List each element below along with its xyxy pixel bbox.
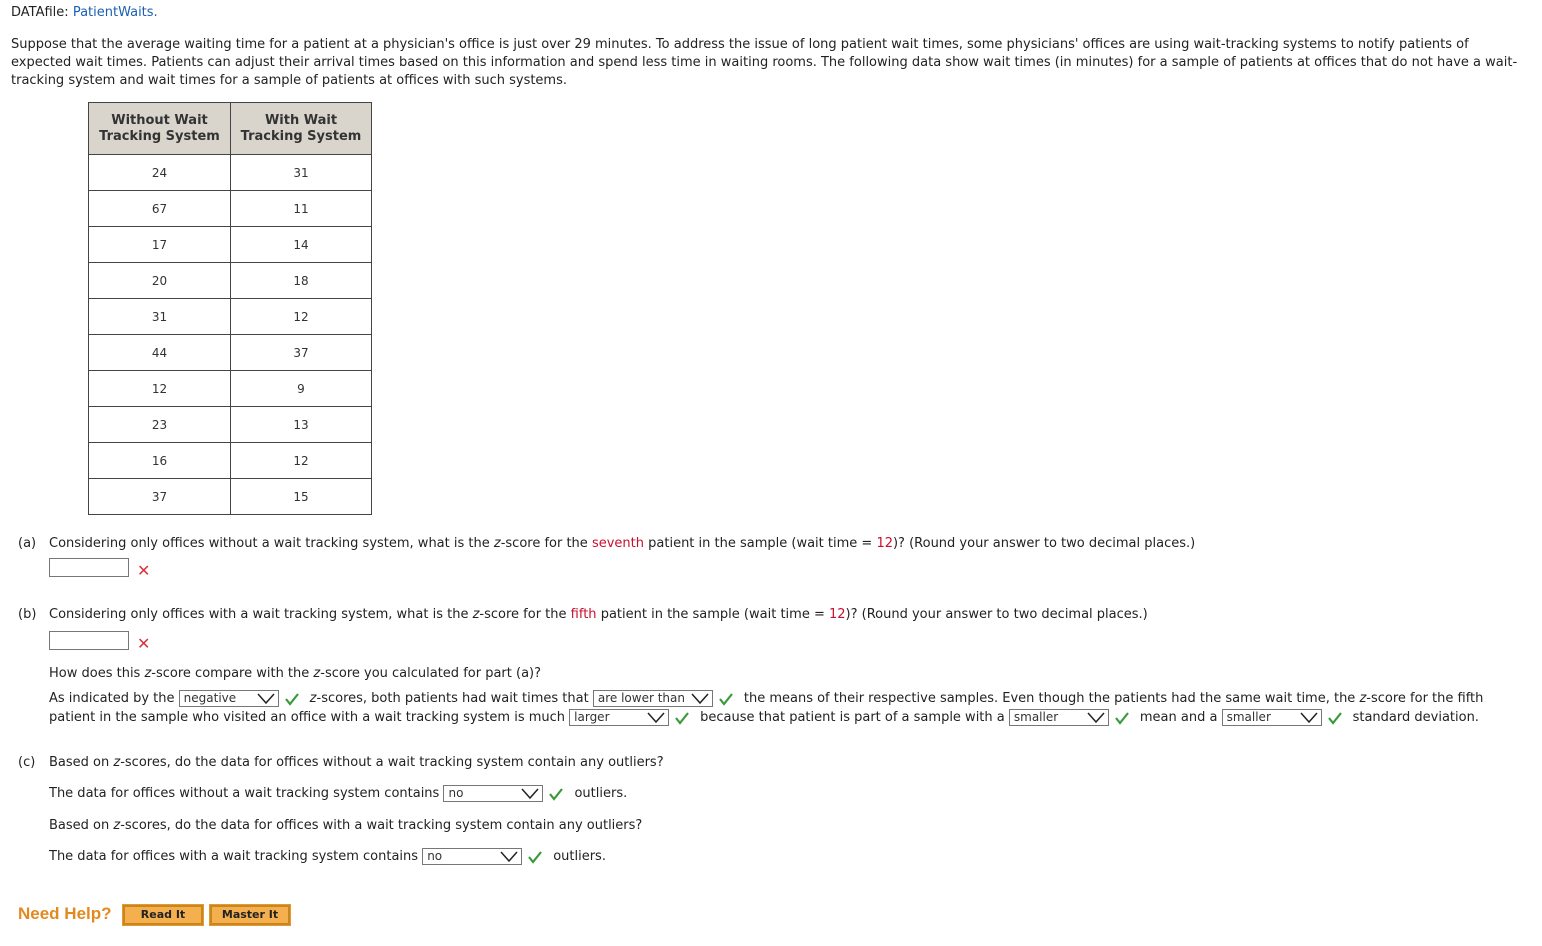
table-cell: 12 <box>231 443 372 479</box>
datafile-line <box>11 5 158 20</box>
master-it-button[interactable]: Master It <box>210 905 290 925</box>
part-a-question: Considering only offices without a wait tracking system, what is the z-score for the seventh patient in the sample (wait time = 12)? (Round your answer to two decimal places.) <box>49 536 1196 551</box>
outliers-with-select[interactable]: no <box>422 848 522 865</box>
x-mark-icon: ✕ <box>137 634 151 653</box>
chevron-down-icon <box>1087 711 1105 724</box>
part-a-label: (a) <box>18 536 37 551</box>
part-c-answer-1: The data for offices without a wait tracking system contains no outliers. <box>49 786 628 801</box>
part-b-sentence-line1: As indicated by the negative z-scores, both patients had wait times that are lower than the means of their respective samples. Even though the patients had the same wait time, the z-score for the fifth <box>49 691 1484 706</box>
table-cell: 37 <box>231 335 372 371</box>
table-cell: 14 <box>231 227 372 263</box>
part-b-question: Considering only offices with a wait tracking system, what is the z-score for the fifth patient in the sample (wait time = 12)? (Round your answer to two decimal places.) <box>49 607 1148 622</box>
table-cell: 37 <box>89 479 231 515</box>
part-b-label: (b) <box>18 607 37 622</box>
table-cell: 44 <box>89 335 231 371</box>
column-header-with: With Wait Tracking System <box>231 103 372 155</box>
part-c-question-2: Based on z-scores, do the data for offices with a wait tracking system contain any outliers? <box>49 818 643 833</box>
sign-select[interactable]: negative <box>179 690 279 707</box>
highlight-ordinal: seventh <box>591 536 644 551</box>
need-help-title: Need Help? <box>18 904 112 923</box>
table-cell: 16 <box>89 443 231 479</box>
table-cell: 31 <box>231 155 372 191</box>
table-row <box>89 371 372 407</box>
part-b-compare-question: How does this z-score compare with the z-score you calculated for part (a)? <box>49 666 542 681</box>
table-row <box>89 227 372 263</box>
chevron-down-icon <box>691 692 709 705</box>
x-mark-icon: ✕ <box>137 561 151 580</box>
sd-select[interactable]: smaller <box>1222 709 1322 726</box>
table-cell: 15 <box>231 479 372 515</box>
chevron-down-icon <box>500 850 518 863</box>
datafile-label: DATAfile: <box>11 5 69 20</box>
table-cell: 20 <box>89 263 231 299</box>
check-icon <box>284 692 300 706</box>
check-icon <box>548 787 564 801</box>
highlight-value: 12 <box>876 536 893 551</box>
highlight-ordinal: fifth <box>570 607 597 622</box>
table-cell: 13 <box>231 407 372 443</box>
outliers-without-select[interactable]: no <box>443 785 543 802</box>
table-row <box>89 479 372 515</box>
table-row <box>89 155 372 191</box>
table-cell: 11 <box>231 191 372 227</box>
part-a-answer-input[interactable] <box>49 558 129 577</box>
part-c-answer-2: The data for offices with a wait tracking system contains no outliers. <box>49 849 606 864</box>
check-icon <box>1327 711 1343 725</box>
size-select[interactable]: larger <box>569 709 669 726</box>
table-cell: 17 <box>89 227 231 263</box>
table-cell: 23 <box>89 407 231 443</box>
datafile-link[interactable]: PatientWaits. <box>72 5 158 20</box>
chevron-down-icon <box>647 711 665 724</box>
column-header-without: Without Wait Tracking System <box>89 103 231 155</box>
mean-select[interactable]: smaller <box>1009 709 1109 726</box>
check-icon <box>718 692 734 706</box>
table-row <box>89 299 372 335</box>
read-it-button[interactable]: Read It <box>123 905 203 925</box>
table-row <box>89 191 372 227</box>
highlight-value: 12 <box>828 607 846 622</box>
part-c-label: (c) <box>18 755 36 770</box>
check-icon <box>1114 711 1130 725</box>
part-c-question-1: Based on z-scores, do the data for offices without a wait tracking system contain any outliers? <box>49 755 664 770</box>
table-cell: 18 <box>231 263 372 299</box>
part-b-answer-input[interactable] <box>49 631 129 650</box>
check-icon <box>674 711 690 725</box>
table-row <box>89 263 372 299</box>
problem-intro: Suppose that the average waiting time for a patient at a physician's office is just over 29 minutes. To address the issue of long patient wait times, some physicians' offices are using wait-tracking systems to notify patients of expected wait times. Patients can adjust their arrival times based on this information and spend less time in waiting rooms. The following data show wait times (in minutes) for a sample of patients at offices that do not have a wait-tracking system and wait times for a sample of patients at offices with such systems. <box>11 37 1518 88</box>
chevron-down-icon <box>257 692 275 705</box>
table-row <box>89 443 372 479</box>
table-cell: 67 <box>89 191 231 227</box>
table-cell: 12 <box>89 371 231 407</box>
chevron-down-icon <box>521 787 539 800</box>
relation-select[interactable]: are lower than <box>593 690 713 707</box>
chevron-down-icon <box>1300 711 1318 724</box>
table-row <box>89 335 372 371</box>
check-icon <box>527 850 543 864</box>
table-cell: 12 <box>231 299 372 335</box>
wait-times-table <box>88 102 372 515</box>
part-b-sentence-line2: patient in the sample who visited an office with a wait tracking system is much larger because that patient is part of a sample with a smaller mean and a smaller standard deviation. <box>49 710 1479 725</box>
table-cell: 24 <box>89 155 231 191</box>
table-cell: 31 <box>89 299 231 335</box>
table-cell: 9 <box>231 371 372 407</box>
table-row <box>89 407 372 443</box>
